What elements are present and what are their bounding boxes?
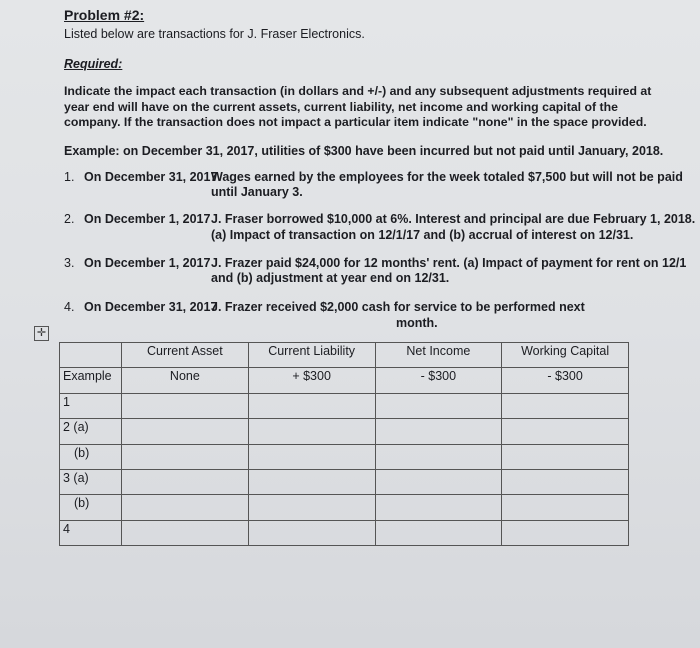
row-label: 1 [60, 393, 122, 418]
header-current-liability: Current Liability [248, 343, 375, 368]
row-label: Example [60, 368, 122, 393]
cell-working-capital[interactable] [502, 520, 629, 545]
cell-current-asset[interactable] [122, 393, 249, 418]
item-3-line1: J. Frazer paid $24,000 for 12 months' rent. (a) Impact of payment for rent on 12/1 [211, 256, 687, 270]
item-2-number: 2. [64, 212, 75, 226]
item-3-number: 3. [64, 256, 75, 270]
table-row [60, 444, 629, 469]
cell-current-asset[interactable] [122, 495, 249, 520]
table-row [60, 495, 629, 520]
cell-working-capital[interactable] [502, 393, 629, 418]
header-current-asset: Current Asset [122, 343, 249, 368]
table-row [60, 419, 629, 444]
cell-current-liability[interactable] [248, 444, 375, 469]
example-line: Example: on December 31, 2017, utilities of $300 have been incurred but not paid until January, 2018. [64, 144, 664, 158]
item-1-number: 1. [64, 170, 75, 184]
cell-net-income[interactable]: - $300 [375, 368, 502, 393]
item-2-date: On December 1, 2017 [84, 212, 211, 226]
row-label: (b) [60, 444, 122, 469]
item-4-line2: month. [396, 316, 438, 330]
item-3-date: On December 1, 2017 [84, 256, 211, 270]
cell-working-capital[interactable] [502, 444, 629, 469]
cell-current-liability[interactable] [248, 520, 375, 545]
item-2-line2: (a) Impact of transaction on 12/1/17 and (b) accrual of interest on 12/31. [211, 228, 634, 242]
cell-current-liability[interactable] [248, 469, 375, 494]
cell-net-income[interactable] [375, 495, 502, 520]
problem-subtitle: Listed below are transactions for J. Fraser Electronics. [64, 27, 365, 41]
cell-net-income[interactable] [375, 469, 502, 494]
cell-current-liability[interactable] [248, 419, 375, 444]
item-4-date: On December 31, 2017 [84, 300, 218, 314]
row-label: 4 [60, 520, 122, 545]
item-1-line1: Wages earned by the employees for the week totaled $7,500 but will not be paid [211, 170, 683, 184]
cell-net-income[interactable] [375, 520, 502, 545]
instructions: Indicate the impact each transaction (in dollars and +/-) and any subsequent adjustments required at year end will have on the current assets, current liability, net income and working capital of the company. If the transaction does not impact a particular item indicate "none" in the space provided. [64, 84, 652, 129]
cell-net-income[interactable] [375, 393, 502, 418]
item-3-line2: and (b) adjustment at year end on 12/31. [211, 271, 450, 285]
item-1-line2: until January 3. [211, 185, 303, 199]
cell-current-asset[interactable] [122, 469, 249, 494]
cell-working-capital[interactable] [502, 469, 629, 494]
header-blank [60, 343, 122, 368]
cell-current-liability[interactable] [248, 495, 375, 520]
row-label: 2 (a) [60, 419, 122, 444]
problem-title: Problem #2: [64, 7, 145, 23]
cell-current-asset[interactable] [122, 444, 249, 469]
cell-net-income[interactable] [375, 444, 502, 469]
table-row [60, 393, 629, 418]
header-working-capital: Working Capital [502, 343, 629, 368]
item-4-line1: J. Frazer received $2,000 cash for service to be performed next [211, 300, 585, 314]
cell-current-asset[interactable] [122, 419, 249, 444]
table-row [60, 469, 629, 494]
table-row [60, 368, 629, 393]
cell-current-asset[interactable] [122, 520, 249, 545]
table-header-row [60, 343, 629, 368]
cell-net-income[interactable] [375, 419, 502, 444]
row-label: (b) [60, 495, 122, 520]
row-label: 3 (a) [60, 469, 122, 494]
item-4-number: 4. [64, 300, 75, 314]
cell-current-liability[interactable]: + $300 [248, 368, 375, 393]
header-net-income: Net Income [375, 343, 502, 368]
item-1-date: On December 31, 2017 [84, 170, 218, 184]
impact-table [59, 342, 629, 546]
table-row [60, 520, 629, 545]
required-label: Required: [64, 57, 123, 71]
cell-current-liability[interactable] [248, 393, 375, 418]
cell-working-capital[interactable]: - $300 [502, 368, 629, 393]
plus-box-icon[interactable]: ✛ [34, 326, 49, 341]
cell-working-capital[interactable] [502, 419, 629, 444]
cell-current-asset[interactable]: None [122, 368, 249, 393]
cell-working-capital[interactable] [502, 495, 629, 520]
item-2-line1: J. Fraser borrowed $10,000 at 6%. Interest and principal are due February 1, 2018. [211, 212, 696, 226]
